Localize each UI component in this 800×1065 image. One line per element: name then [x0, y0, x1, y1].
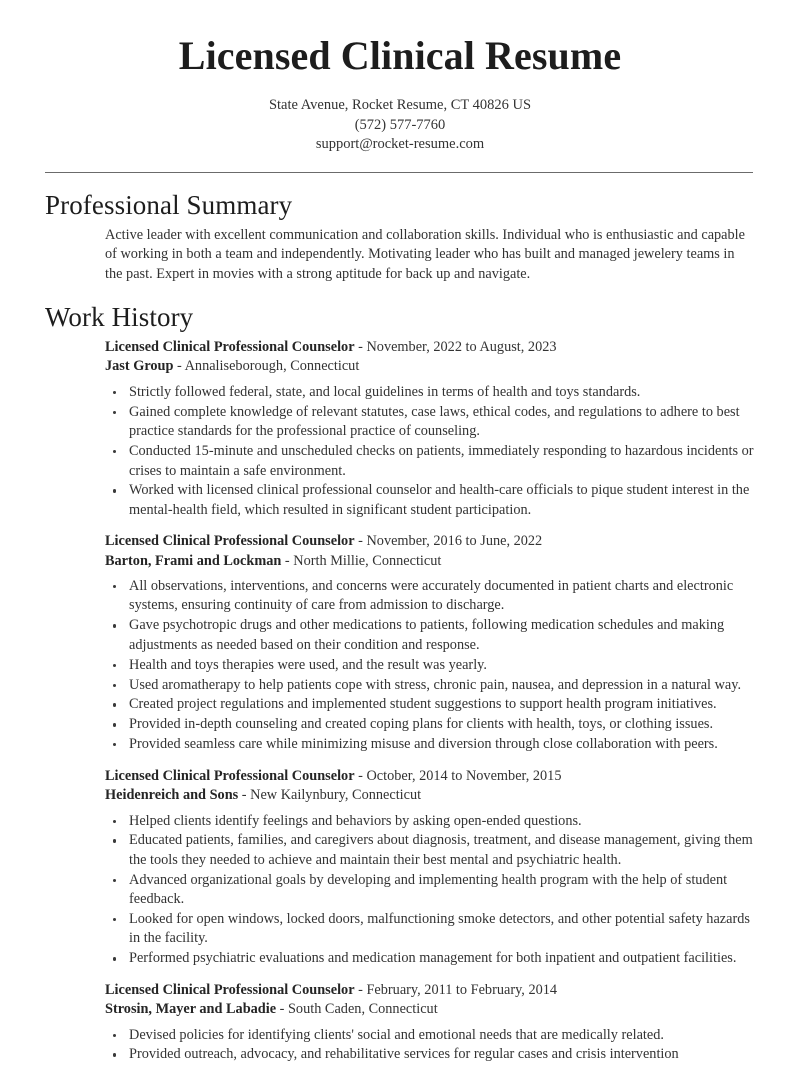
job-title: Licensed Clinical Professional Counselor	[105, 533, 355, 550]
job-title-line	[105, 532, 755, 551]
job-location: North Millie, Connecticut	[293, 552, 442, 569]
job-bullet-list	[105, 383, 755, 520]
contact-block	[45, 96, 755, 155]
job-location: South Caden, Connecticut	[287, 1001, 438, 1018]
summary-text: Active leader with excellent communication and collaboration skills. Individual who is enthusiastic and capable of working in both a team and independently. Motivating leader who has built and managed jewelery teams in the past. Expert in movies with a strong aptitude for back up and navigate.	[105, 226, 745, 283]
work-history-entry	[105, 338, 755, 520]
job-company-line	[105, 357, 755, 376]
job-bullet: Gave psychotropic drugs and other medications to patients, following medication schedules and making adjustments as needed based on their condition and response.	[105, 616, 755, 655]
header-divider	[45, 172, 753, 173]
job-bullet: Conducted 15-minute and unscheduled checks on patients, immediately responding to hazardous incidents or crises to maintain a safe environment.	[105, 442, 755, 481]
job-bullet: Provided in-depth counseling and created coping plans for clients with health, toys, or clothing issues.	[105, 715, 755, 734]
work-history-entry	[105, 767, 755, 969]
summary-body	[45, 226, 755, 285]
job-separator: -	[354, 767, 367, 784]
contact-phone: (572) 577-7760	[354, 116, 446, 133]
job-bullet: Used aromatherapy to help patients cope with stress, chronic pain, nausea, and depression in a natural way.	[105, 676, 755, 695]
job-separator: -	[173, 358, 185, 375]
job-bullet: Health and toys therapies were used, and the result was yearly.	[105, 656, 755, 675]
job-separator: -	[276, 1001, 288, 1018]
section-professional-summary	[45, 189, 755, 285]
job-bullet: Helped clients identify feelings and behaviors by asking open-ended questions.	[105, 812, 755, 831]
job-company-line	[105, 786, 755, 805]
section-work-history	[45, 301, 755, 1065]
job-bullet: Performed psychiatric evaluations and medication management for both inpatient and outpatient facilities.	[105, 949, 755, 968]
job-bullet-list	[105, 812, 755, 969]
job-title-line	[105, 767, 755, 786]
job-location: Annaliseborough, Connecticut	[184, 358, 360, 375]
job-title: Licensed Clinical Professional Counselor	[105, 767, 355, 784]
job-bullet: Looked for open windows, locked doors, malfunctioning smoke detectors, and other potential safety hazards in the facility.	[105, 910, 755, 949]
job-bullet: Provided seamless care while minimizing misuse and diversion through close collaboration with peers.	[105, 735, 755, 754]
job-company: Strosin, Mayer and Labadie	[105, 1001, 277, 1018]
contact-address: State Avenue, Rocket Resume, CT 40826 US	[268, 97, 532, 113]
job-bullet: All observations, interventions, and concerns were accurately documented in patient charts and electronic systems, ensuring continuity of care from admission to discharge.	[105, 577, 755, 616]
job-title-line	[105, 981, 755, 1000]
job-bullet: Gained complete knowledge of relevant statutes, case laws, ethical codes, and regulations to adhere to best practice standards for the professional practice of counseling.	[105, 403, 755, 442]
job-dates: October, 2014 to November, 2015	[366, 767, 562, 784]
job-bullet-list	[105, 577, 755, 755]
job-separator: -	[354, 533, 367, 550]
job-location: New Kailynbury, Connecticut	[250, 787, 422, 804]
job-title: Licensed Clinical Professional Counselor	[105, 339, 355, 356]
job-company: Jast Group	[105, 358, 174, 375]
job-separator: -	[354, 339, 367, 356]
work-history-entry	[105, 981, 755, 1065]
job-title: Licensed Clinical Professional Counselor	[105, 981, 355, 998]
job-bullet: Advanced organizational goals by developing and implementing health program with the help of student feedback.	[105, 871, 755, 910]
work-history-entry	[105, 532, 755, 754]
job-dates: November, 2022 to August, 2023	[366, 339, 557, 356]
job-bullet: Educated patients, families, and caregivers about diagnosis, treatment, and disease management, giving them the tools they needed to achieve and maintain their best mental and psychiatric health.	[105, 831, 755, 870]
job-title-line	[105, 338, 755, 357]
job-bullet: Provided outreach, advocacy, and rehabilitative services for regular cases and crisis intervention	[105, 1045, 755, 1064]
job-company-line	[105, 552, 755, 571]
job-company: Heidenreich and Sons	[105, 787, 239, 804]
job-dates: February, 2011 to February, 2014	[366, 981, 558, 998]
job-separator: -	[354, 981, 367, 998]
section-heading-work-history: Work History	[45, 301, 194, 332]
job-company-line	[105, 1000, 755, 1019]
job-separator: -	[238, 787, 251, 804]
section-heading-summary: Professional Summary	[45, 189, 293, 220]
page-title: Licensed Clinical Resume	[178, 33, 622, 78]
work-history-body	[45, 338, 755, 1065]
job-dates: November, 2016 to June, 2022	[366, 533, 543, 550]
contact-email: support@rocket-resume.com	[315, 136, 485, 152]
job-company: Barton, Frami and Lockman	[105, 552, 282, 569]
job-separator: -	[281, 552, 294, 569]
job-bullet: Strictly followed federal, state, and local guidelines in terms of health and toys standards.	[105, 383, 755, 402]
job-bullet-list	[105, 1026, 755, 1065]
job-bullet: Created project regulations and implemented student suggestions to support health program initiatives.	[105, 695, 755, 714]
job-bullet: Devised policies for identifying clients' social and emotional needs that are medically related.	[105, 1026, 755, 1045]
job-bullet: Worked with licensed clinical professional counselor and health-care officials to pique student interest in the mental-health field, which resulted in significant student participation.	[105, 481, 755, 520]
resume-header	[45, 0, 755, 173]
